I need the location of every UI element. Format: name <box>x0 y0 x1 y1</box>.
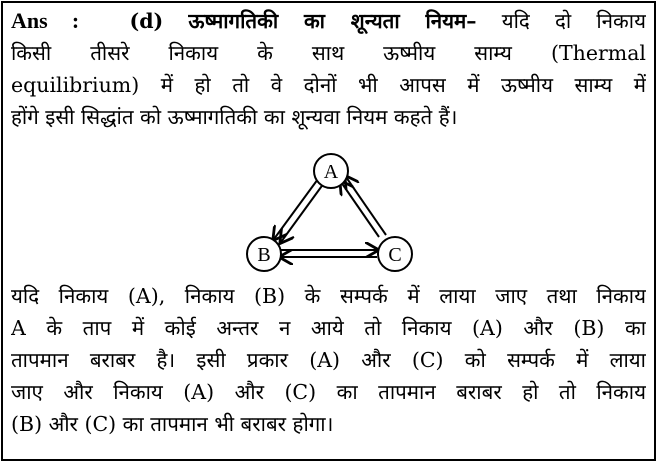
answer-paragraph <box>11 5 646 133</box>
answer-line-3: equilibrium) में हो तो वे दोनों भी आपस में ऊष्मीय साम्य में <box>11 73 646 97</box>
node-a-label: A <box>323 161 339 183</box>
answer-line-1: यदि दो निकाय <box>501 9 646 33</box>
explanation-line-2: A के ताप में कोई अन्तर न आये तो निकाय (A) और (B) का <box>11 316 646 340</box>
answer-heading: ऊष्मागतिकी का शून्यता नियम– <box>188 9 477 33</box>
node-b <box>247 237 281 271</box>
answer-label: Ans : <box>11 8 80 33</box>
answer-line-2: किसी तीसरे निकाय के साथ ऊष्मीय साम्य (Thermal <box>11 41 646 65</box>
node-a <box>314 154 348 188</box>
explanation-line-4: जाए और निकाय (A) और (C) का तापमान बराबर हो तो निकाय <box>11 380 646 404</box>
edge-b-c <box>281 250 377 257</box>
explanation-line-3: तापमान बराबर है। इसी प्रकार (A) और (C) को सम्पर्क में लाया <box>11 348 646 372</box>
answer-box <box>1 1 656 461</box>
edge-a-c <box>341 177 386 237</box>
answer-line-4: होंगे इसी सिद्धांत को ऊष्मागतिकी का शून्यवा नियम कहते हैं। <box>11 105 458 129</box>
edge-a-b <box>274 179 324 242</box>
explanation-paragraph <box>11 280 646 440</box>
node-c <box>378 237 412 271</box>
explanation-line-1: यदि निकाय (A), निकाय (B) के सम्पर्क में लाया जाए तथा निकाय <box>11 284 646 308</box>
answer-option: (d) <box>129 9 164 33</box>
node-c-label: C <box>388 244 402 266</box>
equilibrium-triangle-diagram <box>239 149 419 279</box>
explanation-line-5: (B) और (C) का तापमान भी बराबर होगा। <box>11 412 334 436</box>
answer-first-line <box>11 5 646 37</box>
node-b-label: B <box>257 244 271 266</box>
